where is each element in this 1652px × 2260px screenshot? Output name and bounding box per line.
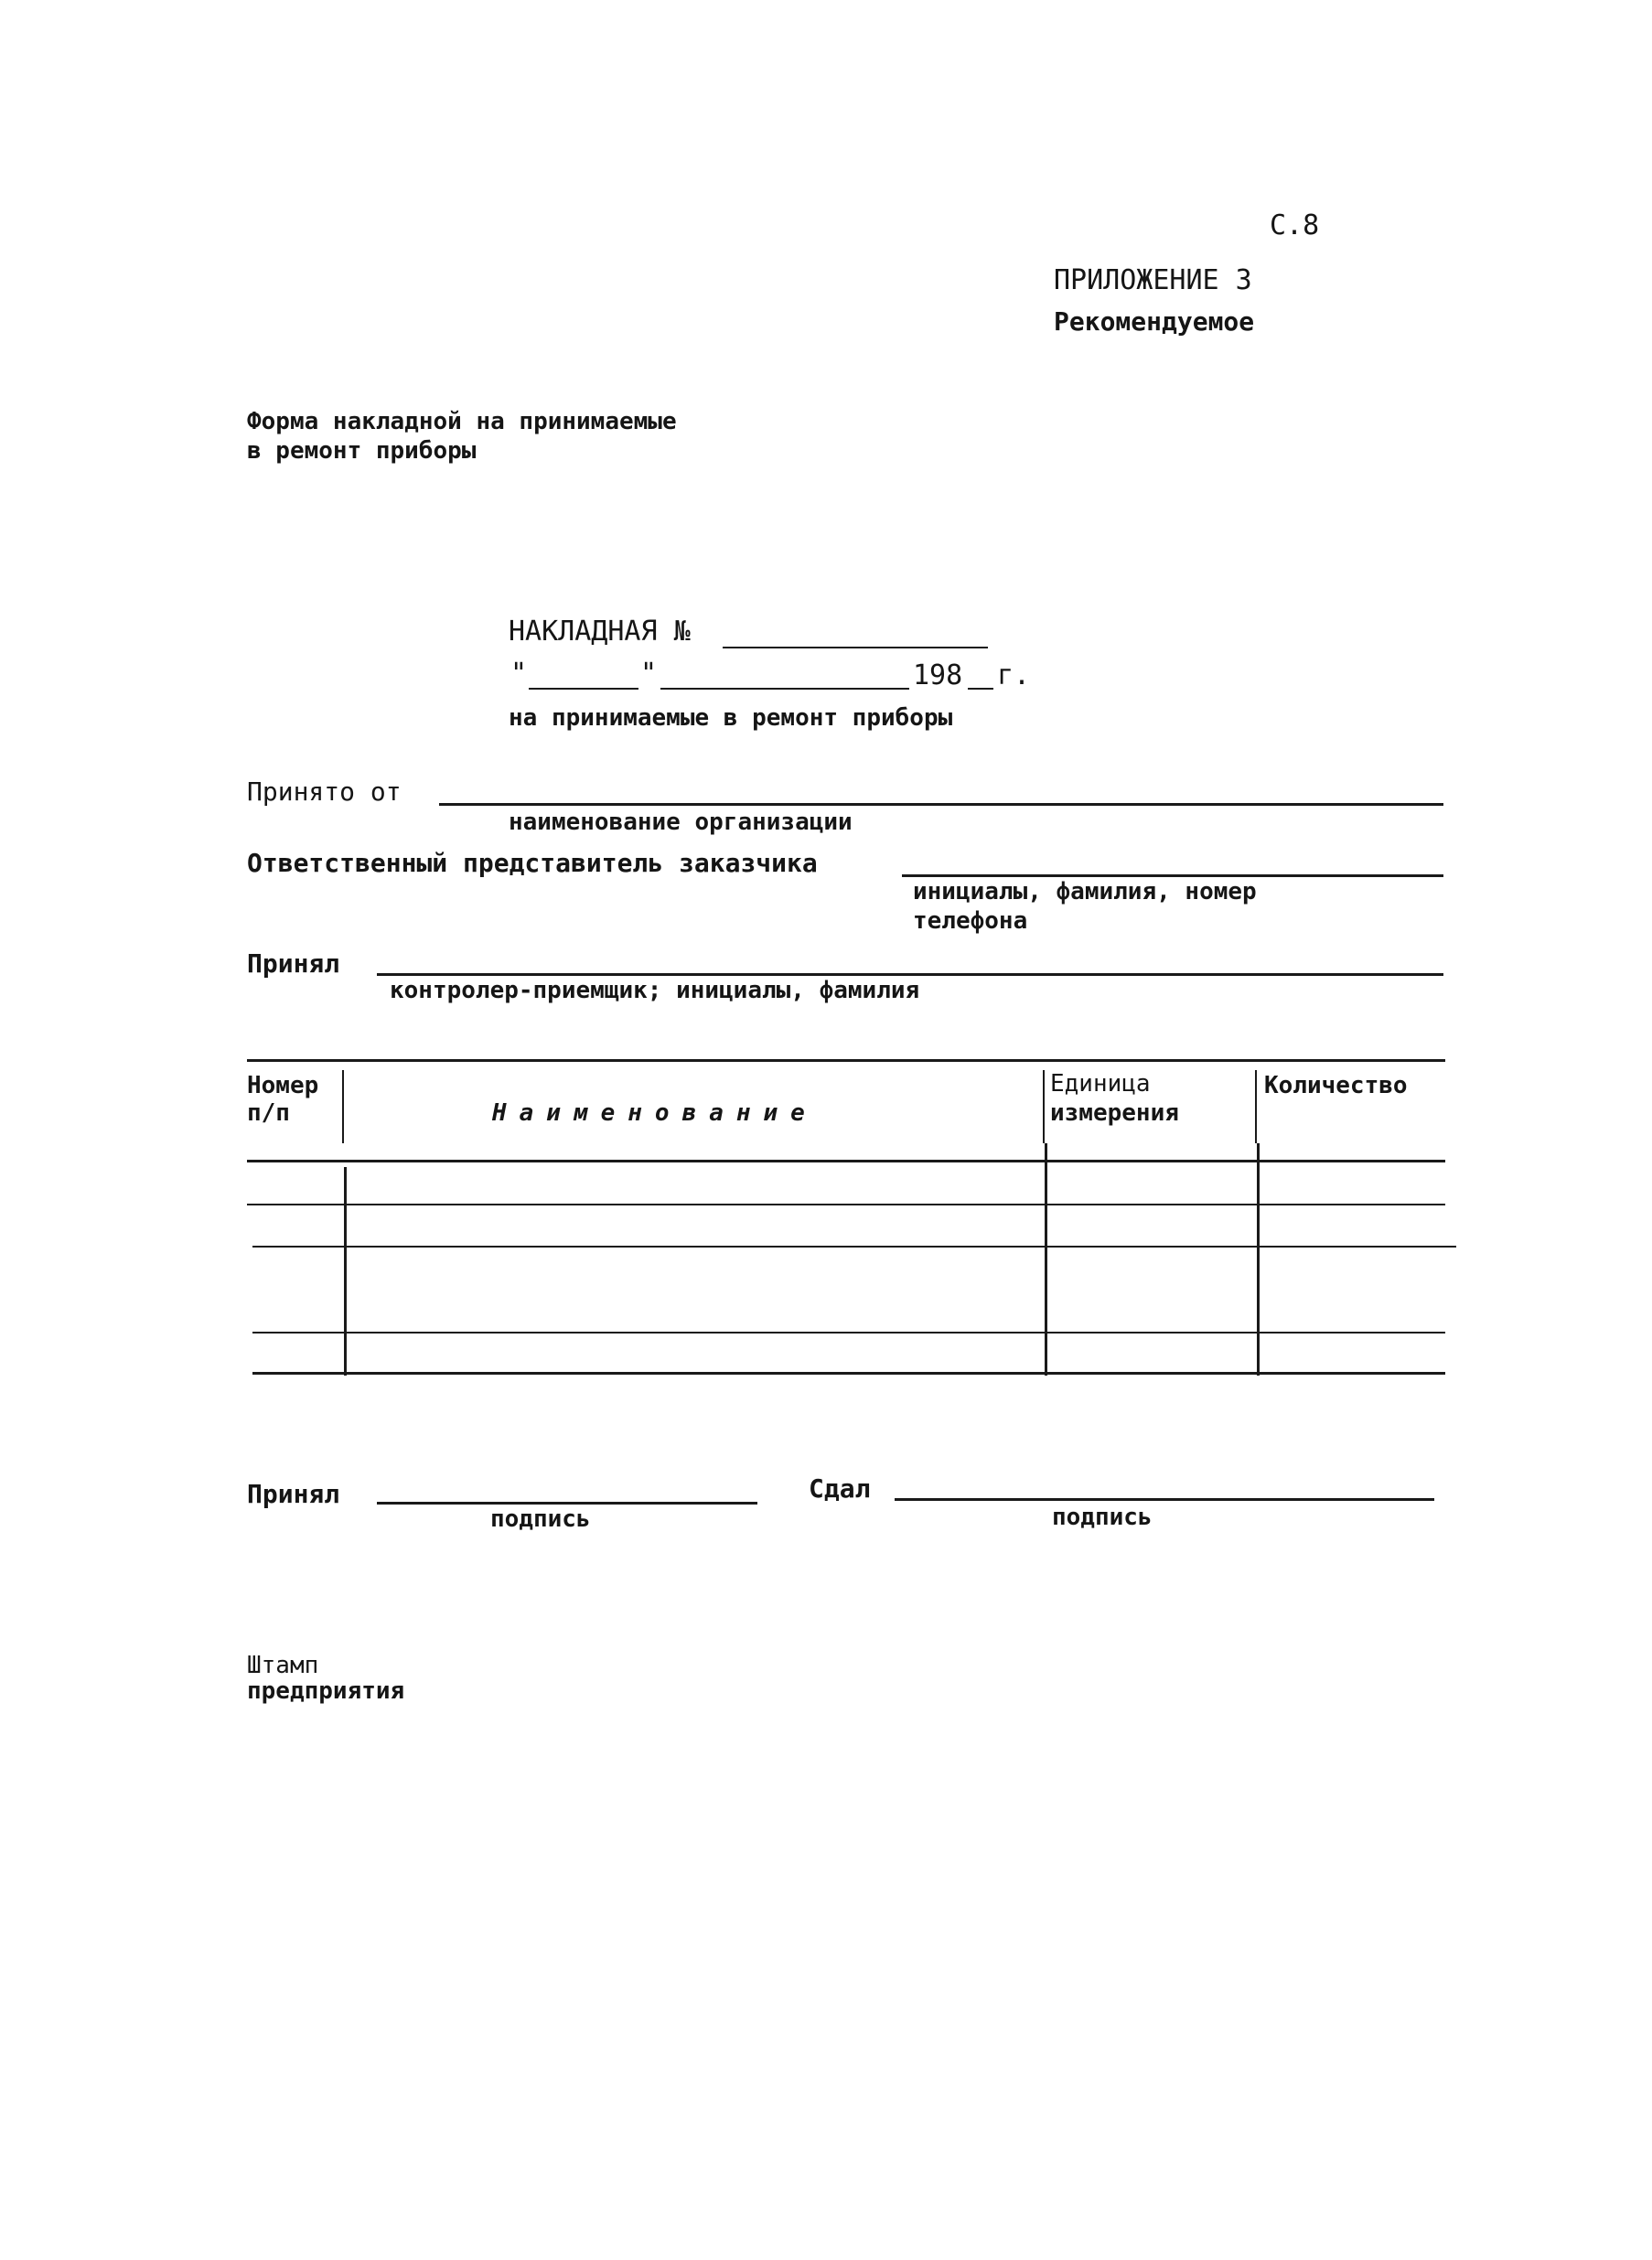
- date-year-line: [968, 688, 993, 690]
- received-hint: контролер-приемщик; инициалы, фамилия: [390, 977, 920, 1004]
- representative-hint-line2: телефона: [913, 907, 1028, 935]
- representative-hint-line1: инициалы, фамилия, номер: [913, 878, 1257, 905]
- date-close-quote: ": [640, 658, 658, 690]
- signature-handed-hint: подпись: [1052, 1504, 1153, 1531]
- header-unit-line2: измерения: [1050, 1099, 1179, 1127]
- signature-handed-label: Сдал: [809, 1473, 871, 1504]
- date-year-suffix: г.: [997, 659, 1031, 691]
- date-year: 198: [913, 659, 963, 691]
- appendix-title: ПРИЛОЖЕНИЕ 3: [1054, 264, 1252, 296]
- column-divider-1: [344, 1167, 347, 1376]
- representative-label: Ответственный представитель заказчика: [247, 848, 818, 878]
- table-row: [252, 1246, 1456, 1248]
- signature-handed-line: [895, 1498, 1434, 1501]
- signature-received-label: Принял: [247, 1479, 340, 1509]
- form-caption-line2: в ремонт приборы: [247, 437, 477, 465]
- header-divider-2: [1043, 1070, 1045, 1143]
- accepted-from-line: [439, 803, 1443, 806]
- invoice-number-line: [723, 647, 988, 648]
- table-bottom-border: [252, 1372, 1445, 1375]
- received-label: Принял: [247, 948, 340, 979]
- date-open-quote: ": [510, 658, 528, 690]
- table-row: [252, 1332, 1445, 1334]
- date-month-line: [660, 688, 909, 690]
- invoice-subtitle: на принимаемые в ремонт приборы: [509, 704, 953, 732]
- header-divider-1: [342, 1070, 344, 1143]
- table-top-border: [247, 1059, 1445, 1062]
- header-number-line1: Номер: [247, 1072, 319, 1099]
- column-divider-3: [1257, 1143, 1260, 1376]
- column-divider-2: [1045, 1143, 1047, 1376]
- invoice-title: НАКЛАДНАЯ №: [509, 616, 691, 648]
- date-day-line: [529, 688, 638, 690]
- signature-received-hint: подпись: [490, 1505, 591, 1533]
- signature-received-line: [377, 1502, 757, 1505]
- stamp-line2: предприятия: [247, 1677, 405, 1705]
- header-number-line2: п/п: [247, 1099, 290, 1127]
- header-bottom-border: [247, 1160, 1445, 1162]
- page-number: С.8: [1270, 209, 1320, 241]
- table-row: [247, 1204, 1445, 1205]
- stamp-line1: Штамп: [247, 1652, 319, 1679]
- header-unit-line1: Единица: [1050, 1070, 1151, 1098]
- accepted-from-hint: наименование организации: [509, 809, 853, 836]
- appendix-status: Рекомендуемое: [1054, 306, 1255, 337]
- header-name: Наименование: [492, 1099, 818, 1127]
- accepted-from-label: Принято от: [247, 777, 402, 807]
- representative-line: [902, 874, 1443, 877]
- form-caption-line1: Форма накладной на принимаемые: [247, 408, 677, 435]
- header-quantity: Количество: [1264, 1072, 1408, 1099]
- header-divider-3: [1255, 1070, 1257, 1143]
- received-line: [377, 973, 1443, 976]
